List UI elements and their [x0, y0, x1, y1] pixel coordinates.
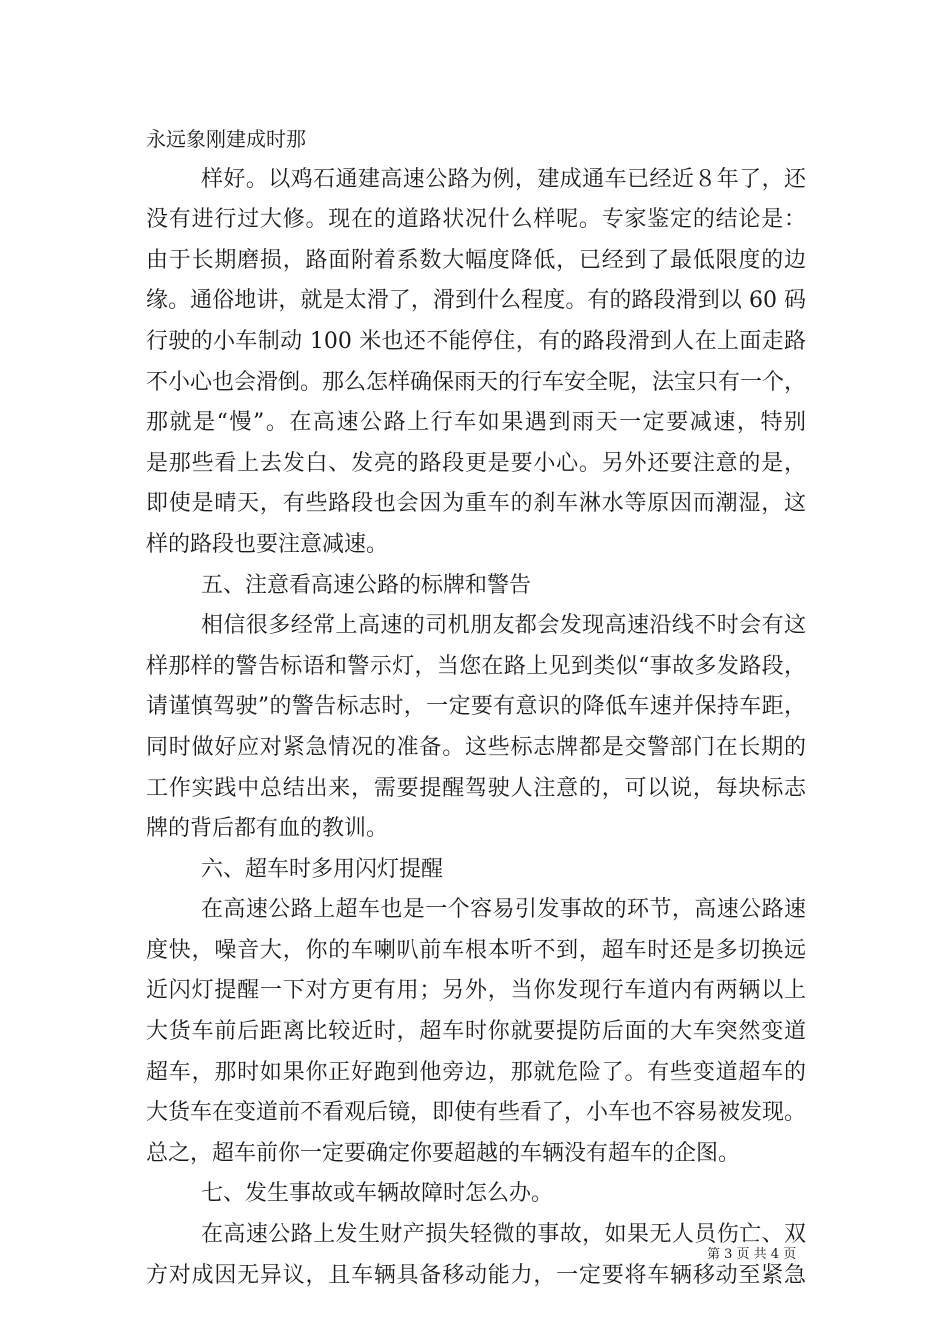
text-line: 是那些看上去发白、发亮的路段更是要小心。另外还要注意的是，: [146, 450, 806, 476]
page-number: 第 3 页 共 4 页: [707, 1247, 797, 1262]
text-line: 大货车前后距离比较近时，超车时你就要提防后面的大车突然变道: [146, 1019, 806, 1045]
text-line: 行驶的小车制动 100 米也还不能停住，有的路段滑到人在上面走路: [146, 328, 806, 354]
text-line: 度快，噪音大，你的车喇叭前车根本听不到，超车时还是多切换远: [146, 937, 806, 963]
text-line: 由于长期磨损，路面附着系数大幅度降低，已经到了最低限度的边: [146, 247, 806, 273]
text-line: 缘。通俗地讲，就是太滑了，滑到什么程度。有的路段滑到以 60 码: [146, 288, 806, 314]
section-heading: 五、注意看高速公路的标牌和警告: [201, 572, 532, 598]
text-line: 方对成因无异议，且车辆具备移动能力，一定要将车辆移动至紧急: [146, 1262, 806, 1288]
text-line: 工作实践中总结出来，需要提醒驾驶人注意的，可以说，每块标志: [146, 775, 806, 801]
text-line: 近闪灯提醒一下对方更有用；另外，当你发现行车道内有两辆以上: [146, 978, 806, 1004]
text-line: 永远象刚建成时那: [146, 127, 306, 151]
text-line: 即使是晴天，有些路段也会因为重车的刹车淋水等原因而潮湿，这: [146, 491, 806, 517]
paragraph-start-line: 在高速公路上超车也是一个容易引发事故的环节，高速公路速: [201, 897, 806, 923]
paragraph-start-line: 相信很多经常上高速的司机朋友都会发现高速沿线不时会有这: [201, 613, 806, 639]
paragraph-end-line: 牌的背后都有血的教训。: [146, 816, 389, 842]
section-heading: 七、发生事故或车辆故障时怎么办。: [201, 1181, 554, 1207]
text-line: 大货车在变道前不看观后镜，即使有些看了，小车也不容易被发现。: [146, 1100, 807, 1126]
section-heading: 六、超车时多用闪灯提醒: [201, 856, 444, 882]
paragraph-start-line: 样好。以鸡石通建高速公路为例，建成通车已经近８年了，还: [201, 166, 806, 192]
text-line: 不小心也会滑倒。那么怎样确保雨天的行车安全呢，法宝只有一个，: [146, 369, 807, 395]
text-line: 那就是“慢”。在高速公路上行车如果遇到雨天一定要减速，特别: [146, 410, 806, 436]
body-text: [146, 119, 806, 1296]
text-line: 请谨慎驾驶”的警告标志时，一定要有意识的降低车速并保持车距，: [146, 694, 806, 720]
paragraph-end-line: 样的路段也要注意减速。: [146, 531, 389, 557]
text-line: 同时做好应对紧急情况的准备。这些标志牌都是交警部门在长期的: [146, 734, 806, 760]
text-line: 样那样的警告标语和警示灯，当您在路上见到类似“事故多发路段，: [146, 653, 806, 679]
paragraph-end-line: 总之，超车前你一定要确定你要超越的车辆没有超车的企图。: [146, 1140, 741, 1166]
paragraph-start-line: 在高速公路上发生财产损失轻微的事故，如果无人员伤亡、双: [201, 1222, 806, 1248]
text-line: 没有进行过大修。现在的道路状况什么样呢。专家鉴定的结论是：: [146, 207, 806, 233]
text-line: 超车，那时如果你正好跑到他旁边，那就危险了。有些变道超车的: [146, 1059, 806, 1085]
